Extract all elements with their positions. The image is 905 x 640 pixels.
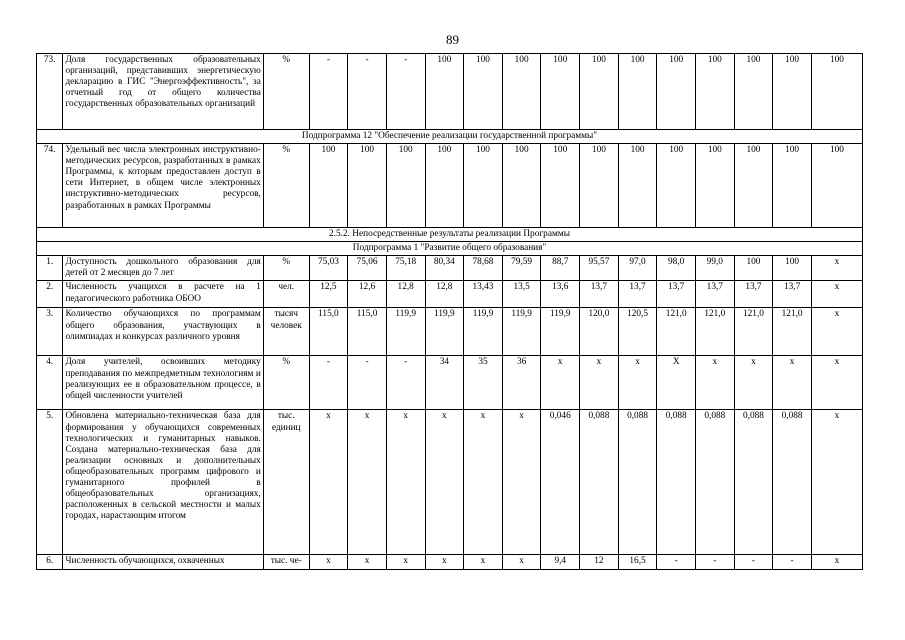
value-cell: x [425, 555, 464, 569]
row-number: 2. [37, 281, 63, 308]
unit-of-measure: тысяч человек [263, 308, 309, 356]
value-cell: - [696, 555, 735, 569]
unit-of-measure: тыс. единиц [263, 410, 309, 555]
value-cell: 100 [580, 54, 619, 130]
value-cell: 9,4 [541, 555, 580, 569]
value-cell: 13,43 [464, 281, 503, 308]
value-cell: 13,7 [696, 281, 735, 308]
section-title: Подпрограмма 12 "Обеспечение реализации государственной программы" [37, 130, 863, 144]
value-cell: x [580, 356, 619, 410]
indicator-name: Количество обучающихся по программам общего образования, участвующих в олимпиадах и конкурсах различного уровня [63, 308, 263, 356]
row-number: 4. [37, 356, 63, 410]
value-cell: 100 [773, 54, 812, 130]
value-cell: 75,18 [386, 256, 425, 281]
table-row [37, 555, 863, 569]
value-cell: x [811, 555, 862, 569]
value-cell: 88,7 [541, 256, 580, 281]
value-cell: x [773, 356, 812, 410]
value-cell: 121,0 [696, 308, 735, 356]
value-cell: 0,088 [618, 410, 657, 555]
value-cell: x [386, 555, 425, 569]
value-cell: 121,0 [734, 308, 773, 356]
value-cell: 12,8 [425, 281, 464, 308]
value-cell: 13,5 [502, 281, 541, 308]
row-number: 74. [37, 144, 63, 228]
value-cell: x [425, 410, 464, 555]
table-row [37, 356, 863, 410]
value-cell: 13,7 [734, 281, 773, 308]
value-cell: - [348, 54, 387, 130]
value-cell: 100 [657, 144, 696, 228]
page-number: 89 [446, 32, 459, 47]
value-cell: 100 [657, 54, 696, 130]
value-cell: 0,088 [657, 410, 696, 555]
section-row [37, 130, 863, 144]
value-cell: 12,8 [386, 281, 425, 308]
value-cell: 100 [618, 54, 657, 130]
row-number: 73. [37, 54, 63, 130]
value-cell: 12,6 [348, 281, 387, 308]
value-cell: 13,7 [773, 281, 812, 308]
section-row [37, 242, 863, 256]
value-cell: X [657, 356, 696, 410]
value-cell: x [541, 356, 580, 410]
value-cell: - [773, 555, 812, 569]
unit-of-measure: тыс. че- [263, 555, 309, 569]
value-cell: 100 [541, 144, 580, 228]
value-cell: 100 [425, 144, 464, 228]
value-cell: 12,5 [309, 281, 348, 308]
value-cell: x [309, 555, 348, 569]
value-cell: 100 [425, 54, 464, 130]
indicator-name: Численность обучающихся, охваченных [63, 555, 263, 569]
value-cell: 100 [464, 54, 503, 130]
value-cell: 35 [464, 356, 503, 410]
section-row [37, 228, 863, 242]
value-cell: 99,0 [696, 256, 735, 281]
value-cell: - [734, 555, 773, 569]
value-cell: 100 [696, 54, 735, 130]
value-cell: 0,046 [541, 410, 580, 555]
unit-of-measure: % [263, 356, 309, 410]
value-cell: 121,0 [657, 308, 696, 356]
value-cell: 36 [502, 356, 541, 410]
value-cell: x [811, 356, 862, 410]
value-cell: - [386, 356, 425, 410]
value-cell: 100 [541, 54, 580, 130]
unit-of-measure: % [263, 256, 309, 281]
value-cell: 13,6 [541, 281, 580, 308]
value-cell: 79,59 [502, 256, 541, 281]
value-cell: 0,088 [734, 410, 773, 555]
value-cell: 13,7 [657, 281, 696, 308]
value-cell: x [811, 308, 862, 356]
value-cell: x [464, 555, 503, 569]
value-cell: 13,7 [580, 281, 619, 308]
value-cell: 119,9 [541, 308, 580, 356]
value-cell: 100 [811, 54, 862, 130]
section-title: Подпрограмма 1 "Развитие общего образования" [37, 242, 863, 256]
value-cell: x [464, 410, 503, 555]
value-cell: 100 [386, 144, 425, 228]
value-cell: 80,34 [425, 256, 464, 281]
unit-of-measure: % [263, 144, 309, 228]
value-cell: - [657, 555, 696, 569]
table-row [37, 144, 863, 228]
value-cell: 98,0 [657, 256, 696, 281]
value-cell: 0,088 [773, 410, 812, 555]
value-cell: x [502, 410, 541, 555]
value-cell: x [811, 256, 862, 281]
value-cell: 120,0 [580, 308, 619, 356]
value-cell: 75,06 [348, 256, 387, 281]
value-cell: 100 [502, 144, 541, 228]
value-cell: x [502, 555, 541, 569]
value-cell: 100 [618, 144, 657, 228]
indicator-name: Численность учащихся в расчете на 1 педагогического работника ОБОО [63, 281, 263, 308]
value-cell: x [811, 281, 862, 308]
value-cell: - [386, 54, 425, 130]
value-cell: 119,9 [425, 308, 464, 356]
table-row [37, 256, 863, 281]
row-number: 6. [37, 555, 63, 569]
value-cell: - [309, 356, 348, 410]
table-row [37, 54, 863, 130]
value-cell: 100 [734, 256, 773, 281]
value-cell: 0,088 [580, 410, 619, 555]
value-cell: 12 [580, 555, 619, 569]
table-row [37, 281, 863, 308]
unit-of-measure: % [263, 54, 309, 130]
value-cell: x [348, 555, 387, 569]
row-number: 3. [37, 308, 63, 356]
row-number: 1. [37, 256, 63, 281]
table-row [37, 308, 863, 356]
value-cell: 115,0 [348, 308, 387, 356]
value-cell: x [696, 356, 735, 410]
value-cell: x [309, 410, 348, 555]
value-cell: 13,7 [618, 281, 657, 308]
value-cell: 95,57 [580, 256, 619, 281]
indicator-name: Доля учителей, освоивших методику преподавания по межпредметным технологиям и реализующих ее в образовательном процессе, в общей численности учителей [63, 356, 263, 410]
row-number: 5. [37, 410, 63, 555]
value-cell: 119,9 [464, 308, 503, 356]
value-cell: 75,03 [309, 256, 348, 281]
value-cell: 119,9 [386, 308, 425, 356]
value-cell: 100 [734, 144, 773, 228]
value-cell: 100 [580, 144, 619, 228]
value-cell: 120,5 [618, 308, 657, 356]
indicator-name: Доступность дошкольного образования для детей от 2 месяцев до 7 лет [63, 256, 263, 281]
value-cell: x [618, 356, 657, 410]
indicator-name: Обновлена материально-техническая база для формирования у обучающихся современных технологических и гуманитарных навыков. Создана материально-техническая база для реализации основных и дополнительных общеобразовательных программ цифрового и гуманитарного профилей в общеобразовательных организациях, расположенных в сельской местности и малых городах, нарастающим итогом [63, 410, 263, 555]
value-cell: x [386, 410, 425, 555]
value-cell: 100 [309, 144, 348, 228]
indicator-name: Доля государственных образовательных организаций, представивших энергетическую декларацию в ГИС "Энергоэффективность", за отчетный год от общего количества государственных образовательных организаций [63, 54, 263, 130]
value-cell: x [811, 410, 862, 555]
value-cell: 100 [773, 256, 812, 281]
value-cell: 34 [425, 356, 464, 410]
value-cell: 100 [773, 144, 812, 228]
table-row [37, 410, 863, 555]
value-cell: 115,0 [309, 308, 348, 356]
value-cell: 100 [734, 54, 773, 130]
value-cell: x [348, 410, 387, 555]
value-cell: 100 [348, 144, 387, 228]
value-cell: 78,68 [464, 256, 503, 281]
value-cell: 100 [502, 54, 541, 130]
value-cell: 100 [464, 144, 503, 228]
value-cell: 16,5 [618, 555, 657, 569]
value-cell: - [309, 54, 348, 130]
value-cell: 0,088 [696, 410, 735, 555]
value-cell: 100 [696, 144, 735, 228]
value-cell: - [348, 356, 387, 410]
value-cell: 100 [811, 144, 862, 228]
indicators-table [36, 53, 863, 570]
value-cell: 121,0 [773, 308, 812, 356]
value-cell: 119,9 [502, 308, 541, 356]
indicator-name: Удельный вес числа электронных инструктивно-методических ресурсов, разработанных в рамках Программы, к которым предоставлен доступ в сети Интернет, в общем числе электронных инструктивно-методических ресурсов, разработанных в рамках Программы [63, 144, 263, 228]
unit-of-measure: чел. [263, 281, 309, 308]
value-cell: 97,0 [618, 256, 657, 281]
value-cell: x [734, 356, 773, 410]
section-title: 2.5.2. Непосредственные результаты реализации Программы [37, 228, 863, 242]
